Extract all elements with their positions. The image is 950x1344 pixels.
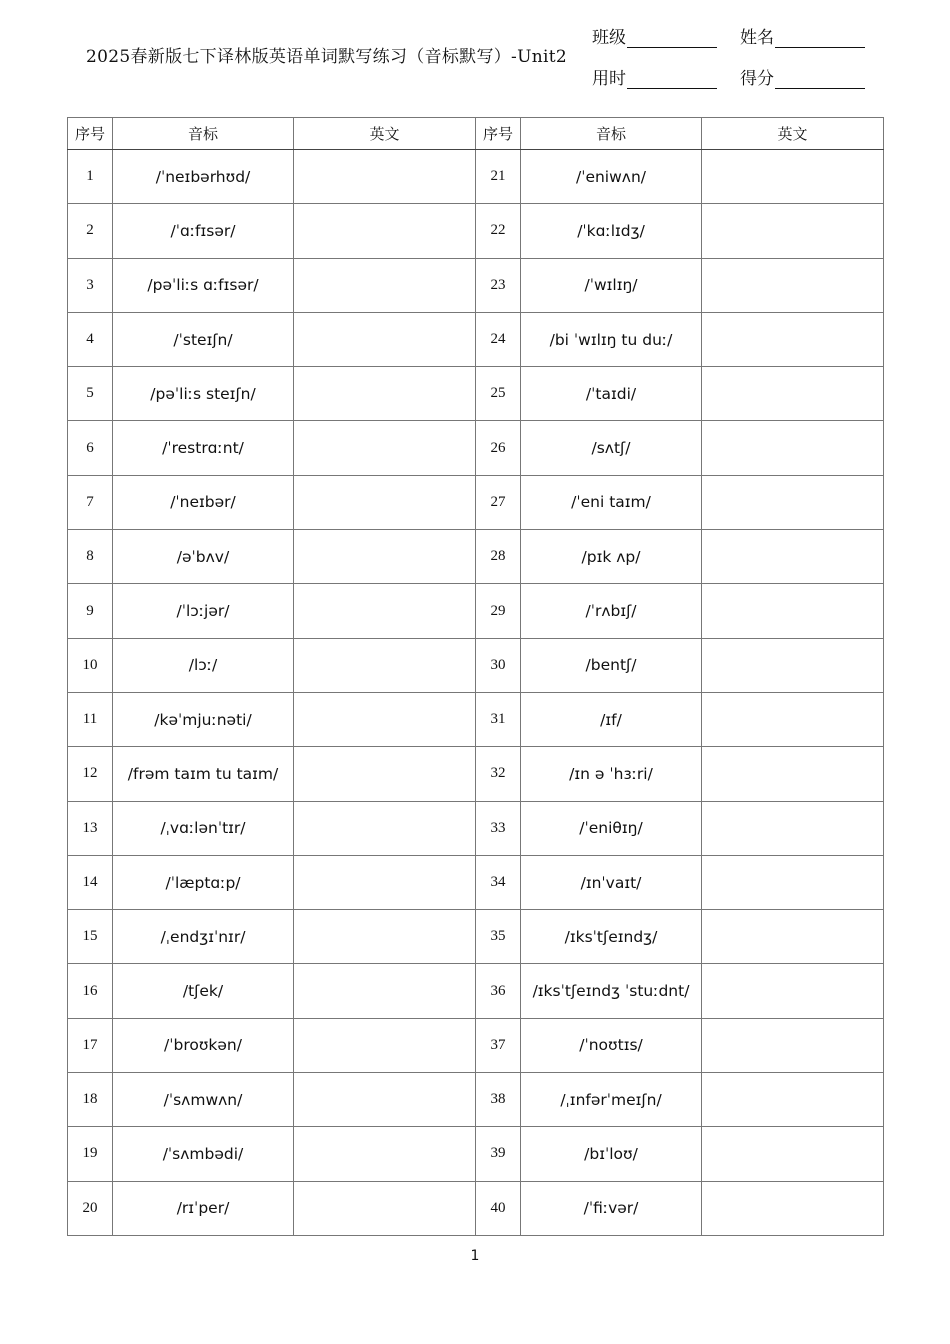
phonetic-cell: /pəˈliːs steɪʃn/ xyxy=(113,367,294,421)
answer-cell[interactable] xyxy=(294,475,476,529)
item-number: 30 xyxy=(476,638,521,692)
worksheet-title: 2025春新版七下译林版英语单词默写练习（音标默写）-Unit2 xyxy=(86,47,567,67)
phonetic-cell: /ˈlɔːjər/ xyxy=(113,584,294,638)
phonetic-cell: /ˈsʌmbədi/ xyxy=(113,1127,294,1181)
item-number: 36 xyxy=(476,964,521,1018)
table-row xyxy=(68,964,884,1018)
table-row xyxy=(68,1181,884,1235)
item-number: 4 xyxy=(68,312,113,366)
phonetic-cell: /ˈnoʊtɪs/ xyxy=(521,1018,702,1072)
phonetic-cell: /bi ˈwɪlɪŋ tu duː/ xyxy=(521,312,702,366)
name-label: 姓名 xyxy=(740,28,774,48)
header-phonetic-left: 音标 xyxy=(113,118,294,150)
answer-cell[interactable] xyxy=(294,638,476,692)
item-number: 35 xyxy=(476,910,521,964)
item-number: 29 xyxy=(476,584,521,638)
phonetic-cell: /pɪk ʌp/ xyxy=(521,530,702,584)
item-number: 3 xyxy=(68,258,113,312)
table-row xyxy=(68,530,884,584)
name-field[interactable] xyxy=(740,23,865,48)
answer-cell[interactable] xyxy=(702,584,884,638)
page-number: 1 xyxy=(470,1248,480,1264)
answer-cell[interactable] xyxy=(294,258,476,312)
table-row xyxy=(68,312,884,366)
table-row xyxy=(68,801,884,855)
answer-cell[interactable] xyxy=(702,258,884,312)
answer-cell[interactable] xyxy=(702,204,884,258)
item-number: 13 xyxy=(68,801,113,855)
table-row xyxy=(68,1073,884,1127)
answer-cell[interactable] xyxy=(294,530,476,584)
phonetic-cell: /ˈneɪbər/ xyxy=(113,475,294,529)
time-field[interactable] xyxy=(592,64,717,89)
table-row xyxy=(68,150,884,204)
phonetic-cell: /sʌtʃ/ xyxy=(521,421,702,475)
item-number: 11 xyxy=(68,692,113,746)
answer-cell[interactable] xyxy=(702,638,884,692)
answer-cell[interactable] xyxy=(294,855,476,909)
phonetic-cell: /pəˈliːs ɑːfɪsər/ xyxy=(113,258,294,312)
item-number: 7 xyxy=(68,475,113,529)
item-number: 37 xyxy=(476,1018,521,1072)
answer-cell[interactable] xyxy=(702,312,884,366)
phonetic-cell: /ˈeni taɪm/ xyxy=(521,475,702,529)
item-number: 28 xyxy=(476,530,521,584)
time-blank[interactable] xyxy=(627,72,717,89)
item-number: 26 xyxy=(476,421,521,475)
item-number: 16 xyxy=(68,964,113,1018)
answer-cell[interactable] xyxy=(294,150,476,204)
item-number: 2 xyxy=(68,204,113,258)
phonetic-cell: /bɪˈloʊ/ xyxy=(521,1127,702,1181)
answer-cell[interactable] xyxy=(702,367,884,421)
phonetic-cell: /ˈwɪlɪŋ/ xyxy=(521,258,702,312)
table-row xyxy=(68,258,884,312)
header-phonetic-right: 音标 xyxy=(521,118,702,150)
table-row xyxy=(68,1018,884,1072)
header-number-left: 序号 xyxy=(68,118,113,150)
phonetic-cell: /ˈrʌbɪʃ/ xyxy=(521,584,702,638)
phonetic-cell: /ɪnˈvaɪt/ xyxy=(521,855,702,909)
header-number-right: 序号 xyxy=(476,118,521,150)
item-number: 9 xyxy=(68,584,113,638)
answer-cell[interactable] xyxy=(702,421,884,475)
phonetic-cell: /ˈrestrɑːnt/ xyxy=(113,421,294,475)
phonetic-cell: /frəm taɪm tu taɪm/ xyxy=(113,747,294,801)
phonetic-cell: /ˈsteɪʃn/ xyxy=(113,312,294,366)
answer-cell[interactable] xyxy=(294,584,476,638)
answer-cell[interactable] xyxy=(702,964,884,1018)
score-blank[interactable] xyxy=(775,72,865,89)
phonetic-cell: /rɪˈper/ xyxy=(113,1181,294,1235)
phonetic-cell: /ɪf/ xyxy=(521,692,702,746)
answer-cell[interactable] xyxy=(702,475,884,529)
phonetic-cell: /ˈneɪbərhʊd/ xyxy=(113,150,294,204)
answer-cell[interactable] xyxy=(702,910,884,964)
table-row xyxy=(68,910,884,964)
phonetic-cell: /bentʃ/ xyxy=(521,638,702,692)
item-number: 18 xyxy=(68,1073,113,1127)
item-number: 40 xyxy=(476,1181,521,1235)
item-number: 5 xyxy=(68,367,113,421)
table-row xyxy=(68,204,884,258)
phonetic-cell: /ˈlæptɑːp/ xyxy=(113,855,294,909)
answer-cell[interactable] xyxy=(294,801,476,855)
answer-cell[interactable] xyxy=(702,530,884,584)
header-english-left: 英文 xyxy=(294,118,476,150)
table-row xyxy=(68,638,884,692)
item-number: 10 xyxy=(68,638,113,692)
phonetic-cell: /kəˈmjuːnəti/ xyxy=(113,692,294,746)
item-number: 34 xyxy=(476,855,521,909)
item-number: 24 xyxy=(476,312,521,366)
phonetic-cell: /ˈkɑːlɪdʒ/ xyxy=(521,204,702,258)
answer-cell[interactable] xyxy=(702,150,884,204)
phonetic-cell: /ˈeniθɪŋ/ xyxy=(521,801,702,855)
item-number: 23 xyxy=(476,258,521,312)
answer-cell[interactable] xyxy=(294,421,476,475)
answer-cell[interactable] xyxy=(702,1018,884,1072)
item-number: 12 xyxy=(68,747,113,801)
answer-cell[interactable] xyxy=(294,1073,476,1127)
item-number: 14 xyxy=(68,855,113,909)
score-field[interactable] xyxy=(740,64,865,89)
phonetic-cell: /ˈfiːvər/ xyxy=(521,1181,702,1235)
answer-cell[interactable] xyxy=(294,964,476,1018)
class-field[interactable] xyxy=(592,23,717,48)
table-row xyxy=(68,692,884,746)
table-row xyxy=(68,421,884,475)
name-blank[interactable] xyxy=(775,31,865,48)
class-blank[interactable] xyxy=(627,31,717,48)
phonetic-cell: /ˌvɑːlənˈtɪr/ xyxy=(113,801,294,855)
phonetic-cell: /ˌɪnfərˈmeɪʃn/ xyxy=(521,1073,702,1127)
item-number: 21 xyxy=(476,150,521,204)
item-number: 33 xyxy=(476,801,521,855)
answer-cell[interactable] xyxy=(702,855,884,909)
item-number: 1 xyxy=(68,150,113,204)
item-number: 39 xyxy=(476,1127,521,1181)
answer-cell[interactable] xyxy=(294,910,476,964)
answer-cell[interactable] xyxy=(294,1127,476,1181)
answer-cell[interactable] xyxy=(702,801,884,855)
class-label: 班级 xyxy=(592,28,626,48)
answer-cell[interactable] xyxy=(294,692,476,746)
item-number: 8 xyxy=(68,530,113,584)
item-number: 27 xyxy=(476,475,521,529)
answer-cell[interactable] xyxy=(702,1181,884,1235)
phonetic-cell: /tʃek/ xyxy=(113,964,294,1018)
item-number: 38 xyxy=(476,1073,521,1127)
time-label: 用时 xyxy=(592,69,626,89)
header-english-right: 英文 xyxy=(702,118,884,150)
table-row xyxy=(68,584,884,638)
item-number: 15 xyxy=(68,910,113,964)
answer-cell[interactable] xyxy=(702,747,884,801)
item-number: 25 xyxy=(476,367,521,421)
phonetic-cell: /ˈbroʊkən/ xyxy=(113,1018,294,1072)
answer-cell[interactable] xyxy=(294,1018,476,1072)
phonetic-cell: /ˈsʌmwʌn/ xyxy=(113,1073,294,1127)
phonetic-cell: /ˈeniwʌn/ xyxy=(521,150,702,204)
answer-cell[interactable] xyxy=(294,747,476,801)
answer-cell[interactable] xyxy=(702,692,884,746)
table-header-row xyxy=(68,118,884,150)
score-label: 得分 xyxy=(740,69,774,89)
table-row xyxy=(68,855,884,909)
item-number: 19 xyxy=(68,1127,113,1181)
item-number: 17 xyxy=(68,1018,113,1072)
item-number: 32 xyxy=(476,747,521,801)
item-number: 20 xyxy=(68,1181,113,1235)
phonetic-cell: /ˈɑːfɪsər/ xyxy=(113,204,294,258)
answer-cell[interactable] xyxy=(294,204,476,258)
item-number: 22 xyxy=(476,204,521,258)
answer-cell[interactable] xyxy=(702,1073,884,1127)
table-row xyxy=(68,475,884,529)
phonetic-cell: /ɪksˈtʃeɪndʒ ˈstuːdnt/ xyxy=(521,964,702,1018)
answer-cell[interactable] xyxy=(294,367,476,421)
phonetic-cell: /ɪn ə ˈhɜːri/ xyxy=(521,747,702,801)
phonetic-cell: /ˈtaɪdi/ xyxy=(521,367,702,421)
answer-cell[interactable] xyxy=(294,1181,476,1235)
table-row xyxy=(68,367,884,421)
table-row xyxy=(68,1127,884,1181)
item-number: 6 xyxy=(68,421,113,475)
dictation-table xyxy=(67,117,884,1236)
answer-cell[interactable] xyxy=(702,1127,884,1181)
answer-cell[interactable] xyxy=(294,312,476,366)
phonetic-cell: /ˌendʒɪˈnɪr/ xyxy=(113,910,294,964)
phonetic-cell: /əˈbʌv/ xyxy=(113,530,294,584)
phonetic-cell: /lɔː/ xyxy=(113,638,294,692)
table-row xyxy=(68,747,884,801)
phonetic-cell: /ɪksˈtʃeɪndʒ/ xyxy=(521,910,702,964)
item-number: 31 xyxy=(476,692,521,746)
